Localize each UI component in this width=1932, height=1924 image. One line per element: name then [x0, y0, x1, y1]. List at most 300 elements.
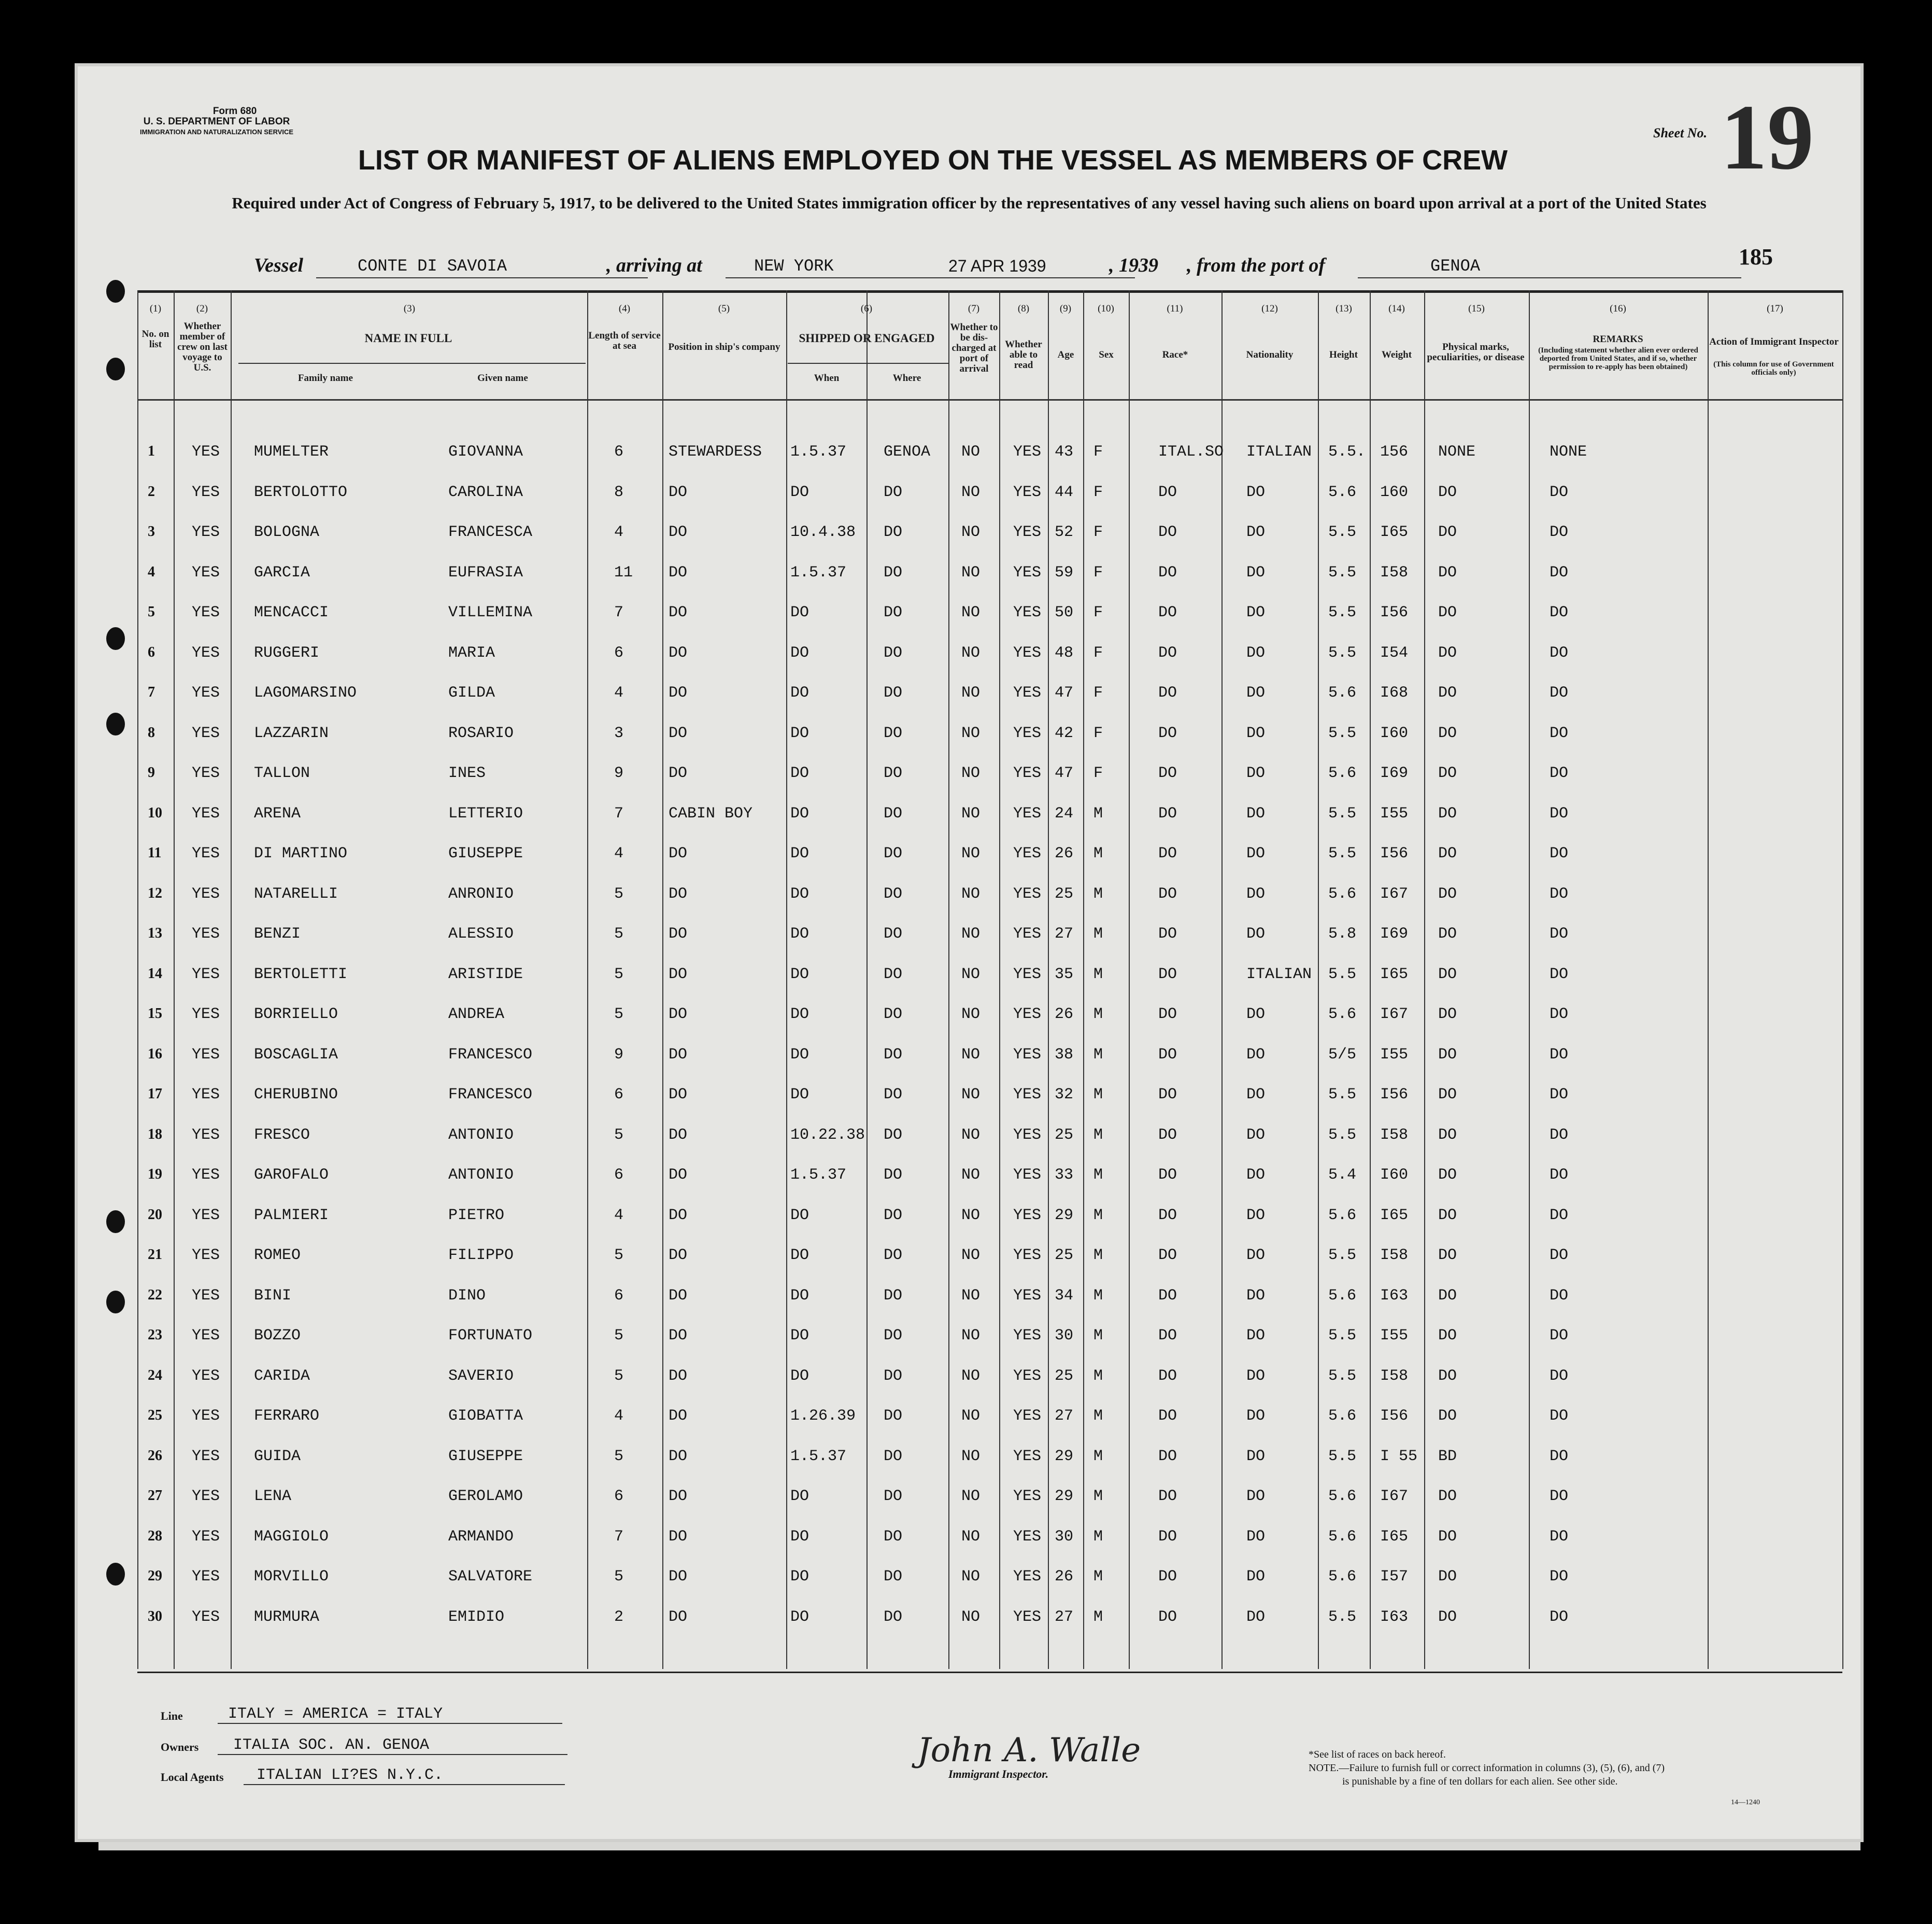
table-cell: NONE	[1438, 443, 1476, 461]
table-cell: GIOVANNA	[448, 443, 523, 461]
table-cell: FRANCESCO	[448, 1045, 533, 1064]
line-value: ITALY = AMERICA = ITALY	[218, 1705, 562, 1724]
table-cell: 5.6	[1328, 765, 1357, 782]
table-cell: I65	[1380, 1206, 1409, 1224]
table-cell: YES	[192, 1166, 220, 1184]
table-cell: 25	[1055, 1126, 1074, 1144]
table-cell: NO	[961, 483, 981, 501]
col-header-age: Age	[1057, 349, 1074, 360]
table-cell: 11	[614, 563, 633, 582]
table-cell: 156	[1380, 443, 1409, 461]
col-header-given-name: Given name	[477, 373, 528, 384]
year-label: , 1939	[1109, 254, 1158, 276]
table-cell: DO	[1550, 724, 1569, 742]
table-cell: NO	[961, 1447, 981, 1465]
table-cell: I67	[1380, 1488, 1409, 1505]
table-cell: CAROLINA	[448, 483, 523, 501]
table-cell: DO	[1550, 1568, 1569, 1586]
table-cell: DO	[1438, 1608, 1457, 1626]
table-cell: ALESSIO	[448, 925, 514, 943]
table-cell: DO	[1246, 1206, 1266, 1224]
table-cell: DO	[1246, 885, 1266, 903]
column-number: (13)	[1336, 303, 1352, 314]
table-cell: 5.6	[1328, 483, 1357, 501]
race-note: *See list of races on back hereof.	[1309, 1749, 1446, 1760]
table-cell: PALMIERI	[254, 1206, 329, 1224]
table-cell: NO	[961, 443, 981, 461]
table-cell: 5.6	[1328, 1006, 1357, 1023]
table-cell: ARISTIDE	[448, 965, 523, 983]
table-cell: 28	[148, 1527, 162, 1544]
table-cell: DO	[1246, 1367, 1266, 1385]
table-cell: YES	[192, 1086, 220, 1104]
binder-hole	[106, 713, 125, 735]
table-cell: DO	[669, 1327, 688, 1345]
table-cell: 25	[148, 1407, 162, 1423]
table-cell: 4	[614, 1206, 624, 1224]
table-cell: I65	[1380, 524, 1409, 541]
table-cell: 6	[614, 644, 624, 662]
column-number: (1)	[149, 303, 162, 314]
table-cell: DO	[884, 563, 903, 582]
table-cell: YES	[192, 1608, 220, 1626]
table-cell: M	[1093, 1488, 1103, 1505]
table-cell: YES	[1013, 925, 1042, 943]
table-cell: DO	[669, 1166, 688, 1184]
table-cell: DO	[1158, 1608, 1177, 1626]
table-cell: DO	[1158, 1407, 1177, 1425]
table-cell: DO	[1550, 1045, 1569, 1064]
table-cell: DO	[1158, 1488, 1177, 1505]
table-cell: 10.22.38	[790, 1126, 865, 1144]
table-cell: M	[1093, 1447, 1103, 1465]
table-cell: DO	[790, 885, 809, 903]
table-cell: DO	[884, 925, 903, 943]
table-cell: DO	[1438, 1166, 1457, 1184]
table-cell: 27	[148, 1488, 162, 1504]
table-cell: 47	[1055, 684, 1074, 702]
table-cell: 22	[148, 1286, 162, 1303]
table-cell: DO	[669, 1086, 688, 1104]
table-cell: YES	[192, 925, 220, 943]
table-cell: 5	[614, 965, 624, 983]
table-cell: DO	[790, 765, 809, 782]
document-title: LIST OR MANIFEST OF ALIENS EMPLOYED ON THE VESSEL AS MEMBERS OF CREW	[358, 145, 1508, 176]
table-cell: 26	[148, 1447, 162, 1464]
table-cell: DO	[1246, 1166, 1266, 1184]
penalty-note-cont: is punishable by a fine of ten dollars for each alien. See other side.	[1342, 1776, 1618, 1787]
table-cell: 25	[1055, 885, 1074, 903]
table-cell: DO	[884, 1568, 903, 1586]
table-cell: PIETRO	[448, 1206, 505, 1224]
table-cell: BOLOGNA	[254, 524, 320, 541]
table-cell: YES	[1013, 1126, 1042, 1144]
form-number: Form 680	[212, 106, 257, 117]
column-rule	[1129, 290, 1130, 1669]
table-cell: F	[1093, 684, 1103, 702]
binder-hole	[106, 1291, 125, 1313]
table-cell: I69	[1380, 765, 1409, 782]
table-cell: ITAL.SO	[1158, 443, 1224, 461]
table-cell: 5.6	[1328, 1286, 1357, 1305]
table-cell: I65	[1380, 965, 1409, 983]
table-cell: DO	[1438, 965, 1457, 983]
table-cell: DO	[1158, 804, 1177, 823]
table-cell: DO	[669, 563, 688, 582]
table-cell: DO	[669, 1206, 688, 1224]
table-cell: DO	[1438, 563, 1457, 582]
table-cell: DO	[1158, 965, 1177, 983]
table-cell: DO	[884, 1407, 903, 1425]
table-cell: 5.5	[1328, 965, 1357, 983]
column-number: (9)	[1059, 303, 1072, 314]
column-rule	[1318, 290, 1319, 1669]
table-cell: DO	[790, 1327, 809, 1345]
table-cell: 5.5	[1328, 804, 1357, 823]
table-cell: DO	[669, 1488, 688, 1505]
column-number: (12)	[1261, 303, 1278, 314]
table-cell: 25	[1055, 1367, 1074, 1385]
document-subtitle: Required under Act of Congress of February 5, 1917, to be delivered to the United States immigration officer by the representatives of any vessel having such aliens on board upon arrival at a port of the United States	[232, 194, 1707, 212]
table-cell: DO	[790, 1286, 809, 1305]
table-cell: DO	[884, 1367, 903, 1385]
table-cell: M	[1093, 1286, 1103, 1305]
table-cell: DO	[1158, 1166, 1177, 1184]
table-cell: 5.5	[1328, 1447, 1357, 1465]
table-cell: DO	[790, 724, 809, 742]
table-cell: 5.5	[1328, 1608, 1357, 1626]
table-cell: DO	[1246, 604, 1266, 621]
table-cell: NATARELLI	[254, 885, 338, 903]
table-cell: 5.5	[1328, 604, 1357, 621]
table-cell: DO	[884, 1286, 903, 1305]
table-cell: 1	[148, 443, 155, 459]
table-cell: DO	[1438, 524, 1457, 541]
table-cell: ANRONIO	[448, 885, 514, 903]
table-cell: 5.8	[1328, 925, 1357, 943]
table-cell: GARCIA	[254, 563, 310, 582]
table-cell: GIOBATTA	[448, 1407, 523, 1425]
table-cell: DO	[669, 684, 688, 702]
table-cell: DO	[884, 1045, 903, 1064]
column-rule	[1708, 290, 1709, 1669]
table-cell: DO	[884, 845, 903, 862]
column-rule	[999, 290, 1000, 1669]
table-cell: M	[1093, 1086, 1103, 1104]
table-cell: 5.5	[1328, 1086, 1357, 1104]
crew-table	[137, 290, 1842, 1673]
table-cell: DO	[1158, 1568, 1177, 1586]
table-cell: DO	[1550, 1488, 1569, 1505]
table-cell: NO	[961, 1206, 981, 1224]
table-cell: BERTOLETTI	[254, 965, 348, 983]
table-cell: I69	[1380, 925, 1409, 943]
table-cell: 27	[1055, 1407, 1074, 1425]
table-cell: NO	[961, 1126, 981, 1144]
column-number: (3)	[403, 303, 416, 314]
table-cell: DO	[790, 1527, 809, 1546]
arrival-port: NEW YORK	[726, 257, 930, 278]
table-cell: DO	[884, 524, 903, 541]
col-header-when: When	[814, 373, 840, 384]
arriving-label: , arriving at	[606, 254, 702, 276]
table-cell: CARIDA	[254, 1367, 310, 1385]
table-cell: GAROFALO	[254, 1166, 329, 1184]
table-cell: NO	[961, 724, 981, 742]
table-cell: DO	[1550, 684, 1569, 702]
column-rule	[1048, 290, 1049, 1669]
table-cell: 4	[614, 845, 624, 862]
table-cell: ANTONIO	[448, 1166, 514, 1184]
table-cell: MAGGIOLO	[254, 1527, 329, 1546]
table-cell: I58	[1380, 563, 1409, 582]
table-cell: 30	[148, 1608, 162, 1624]
table-cell: YES	[192, 483, 220, 501]
table-cell: DO	[1438, 1327, 1457, 1345]
table-cell: DO	[1550, 965, 1569, 983]
table-cell: RUGGERI	[254, 644, 320, 662]
table-cell: F	[1093, 724, 1103, 742]
table-cell: M	[1093, 1407, 1103, 1425]
table-cell: 5.6	[1328, 1527, 1357, 1546]
table-cell: NO	[961, 524, 981, 541]
table-cell: 10	[148, 804, 162, 821]
column-rule	[174, 290, 175, 1669]
table-cell: M	[1093, 1126, 1103, 1144]
table-cell: 59	[1055, 563, 1074, 582]
table-cell: BD	[1438, 1447, 1457, 1465]
table-cell: DO	[790, 644, 809, 662]
table-cell: MORVILLO	[254, 1568, 329, 1586]
table-cell: BOSCAGLIA	[254, 1045, 338, 1064]
table-cell: I57	[1380, 1568, 1409, 1586]
table-cell: EUFRASIA	[448, 563, 523, 582]
table-cell: DO	[1438, 1367, 1457, 1385]
table-cell: DO	[669, 1286, 688, 1305]
table-cell: FRESCO	[254, 1126, 310, 1144]
column-rule	[1083, 290, 1084, 1669]
table-cell: 1.5.37	[790, 563, 847, 582]
table-cell: STEWARDESS	[669, 443, 762, 461]
sheet-number: 19	[1721, 86, 1814, 189]
col-header-prior-voyage: Whether member of crew on last voyage to U.S.	[177, 321, 228, 373]
table-cell: DO	[669, 1006, 688, 1023]
table-cell: 34	[1055, 1286, 1074, 1305]
table-cell: DO	[1158, 1527, 1177, 1546]
col-header-height: Height	[1329, 349, 1358, 360]
table-cell: DO	[1550, 524, 1569, 541]
table-cell: DO	[1550, 804, 1569, 823]
table-cell: YES	[1013, 885, 1042, 903]
table-cell: M	[1093, 1247, 1103, 1264]
table-cell: 1.26.39	[790, 1407, 856, 1425]
table-cell: DO	[669, 885, 688, 903]
table-cell: DO	[1246, 804, 1266, 823]
table-cell: ITALIAN	[1246, 965, 1312, 983]
table-cell: I56	[1380, 1407, 1409, 1425]
table-cell: DO	[1438, 1247, 1457, 1264]
table-cell: DO	[1246, 925, 1266, 943]
table-cell: DO	[884, 1488, 903, 1505]
owners-label: Owners	[161, 1741, 199, 1753]
table-cell: 5.5	[1328, 1327, 1357, 1345]
table-cell: 5.5.	[1328, 443, 1366, 461]
column-number: (15)	[1468, 303, 1485, 314]
col-header-family-name: Family name	[297, 373, 353, 384]
table-cell: 5.5	[1328, 1126, 1357, 1144]
table-cell: 29	[148, 1568, 162, 1584]
table-cell: 52	[1055, 524, 1074, 541]
table-cell: 3	[148, 524, 155, 540]
table-cell: M	[1093, 845, 1103, 862]
table-cell: DO	[669, 1045, 688, 1064]
table-cell: I58	[1380, 1126, 1409, 1144]
table-cell: 30	[1055, 1327, 1074, 1345]
table-cell: DO	[669, 1407, 688, 1425]
table-cell: YES	[192, 965, 220, 983]
table-cell: 5.5	[1328, 845, 1357, 862]
table-cell: BENZI	[254, 925, 301, 943]
table-cell: DO	[1550, 925, 1569, 943]
table-cell: I58	[1380, 1367, 1409, 1385]
table-cell: 2	[148, 483, 155, 500]
table-cell: 7	[614, 604, 624, 621]
arrival-date-stamp: 27 APR 1939	[922, 257, 1135, 278]
table-cell: NO	[961, 1286, 981, 1305]
table-cell: 48	[1055, 644, 1074, 662]
table-cell: BERTOLOTTO	[254, 483, 348, 501]
table-cell: 26	[1055, 1006, 1074, 1023]
table-cell: 14	[148, 965, 162, 982]
table-cell: DO	[669, 644, 688, 662]
column-rule	[786, 290, 787, 1669]
table-cell: DO	[1550, 765, 1569, 782]
col-header-position: Position in ship's company	[668, 342, 780, 352]
table-cell: DO	[1438, 845, 1457, 862]
table-cell: DO	[1246, 1447, 1266, 1465]
table-cell: 3	[614, 724, 624, 742]
col-header-nationality: Nationality	[1246, 349, 1294, 360]
column-rule	[662, 290, 663, 1669]
table-cell: YES	[1013, 1367, 1042, 1385]
table-cell: DO	[1550, 604, 1569, 621]
table-cell: F	[1093, 483, 1103, 501]
table-cell: 7	[614, 1527, 624, 1546]
table-cell: DO	[1246, 1126, 1266, 1144]
column-number: (4)	[618, 303, 631, 314]
table-cell: DO	[1550, 563, 1569, 582]
table-cell: 24	[148, 1367, 162, 1383]
table-cell: DO	[1158, 1086, 1177, 1104]
table-cell: 5.6	[1328, 1206, 1357, 1224]
table-cell: 29	[1055, 1488, 1074, 1505]
table-cell: NO	[961, 845, 981, 862]
col-header-sex: Sex	[1099, 349, 1114, 360]
table-cell: INES	[448, 765, 486, 782]
table-cell: YES	[1013, 1206, 1042, 1224]
table-cell: DO	[884, 1527, 903, 1546]
table-cell: NO	[961, 563, 981, 582]
table-cell: 4	[148, 563, 155, 580]
table-cell: M	[1093, 1367, 1103, 1385]
table-cell: I60	[1380, 724, 1409, 742]
table-cell: DO	[1246, 1327, 1266, 1345]
table-cell: DO	[1550, 1608, 1569, 1626]
table-cell: I55	[1380, 804, 1409, 823]
agents-label: Local Agents	[161, 1771, 224, 1784]
table-cell: DO	[669, 1247, 688, 1264]
column-number: (11)	[1167, 303, 1183, 314]
name-rule	[238, 363, 586, 364]
table-cell: 6	[614, 1166, 624, 1184]
table-cell: FILIPPO	[448, 1247, 514, 1264]
table-cell: GUIDA	[254, 1447, 301, 1465]
table-cell: 4	[614, 1407, 624, 1425]
table-cell: 5	[614, 1247, 624, 1264]
table-cell: YES	[192, 1527, 220, 1546]
table-cell: LAGOMARSINO	[254, 684, 357, 702]
table-cell: 5.5	[1328, 524, 1357, 541]
table-cell: 6	[614, 1286, 624, 1305]
table-cell: I65	[1380, 1527, 1409, 1546]
col-header-physical-marks: Physical marks, peculiarities, or disease	[1427, 342, 1525, 363]
table-cell: DO	[1438, 684, 1457, 702]
column-rule	[866, 290, 868, 1669]
table-cell: F	[1093, 524, 1103, 541]
table-cell: DO	[884, 885, 903, 903]
table-cell: DO	[1158, 765, 1177, 782]
table-cell: 6	[614, 1488, 624, 1505]
table-cell: DO	[790, 1488, 809, 1505]
table-cell: 15	[148, 1006, 162, 1022]
table-cell: 12	[148, 885, 162, 901]
table-cell: DO	[1158, 1367, 1177, 1385]
table-cell: 24	[1055, 804, 1074, 823]
table-cell: 43	[1055, 443, 1074, 461]
table-cell: YES	[192, 443, 220, 461]
table-cell: DO	[669, 524, 688, 541]
table-cell: F	[1093, 443, 1103, 461]
table-cell: 19	[148, 1166, 162, 1182]
table-cell: 9	[148, 765, 155, 781]
table-cell: YES	[192, 1206, 220, 1224]
table-cell: 30	[1055, 1527, 1074, 1546]
table-cell: YES	[1013, 804, 1042, 823]
table-cell: DO	[1246, 1568, 1266, 1586]
table-cell: BORRIELLO	[254, 1006, 338, 1023]
table-cell: DO	[1438, 1527, 1457, 1546]
table-cell: 27	[1055, 1608, 1074, 1626]
column-rule	[948, 290, 949, 1669]
table-cell: DO	[1438, 1045, 1457, 1064]
col-header-inspector-action: Action of Immigrant Inspector	[1709, 336, 1839, 347]
table-cell: DO	[1438, 885, 1457, 903]
table-cell: CHERUBINO	[254, 1086, 338, 1104]
col-header-where: Where	[892, 373, 921, 384]
table-cell: DO	[790, 1086, 809, 1104]
table-cell: DO	[1550, 1086, 1569, 1104]
table-cell: YES	[1013, 1086, 1042, 1104]
table-cell: I54	[1380, 644, 1409, 662]
table-cell: DO	[1438, 925, 1457, 943]
table-cell: DO	[1158, 1126, 1177, 1144]
table-cell: DO	[1158, 604, 1177, 621]
table-cell: 9	[614, 1045, 624, 1064]
table-cell: NO	[961, 965, 981, 983]
column-rule	[1424, 290, 1425, 1669]
table-cell: YES	[192, 885, 220, 903]
table-cell: DO	[1550, 845, 1569, 862]
